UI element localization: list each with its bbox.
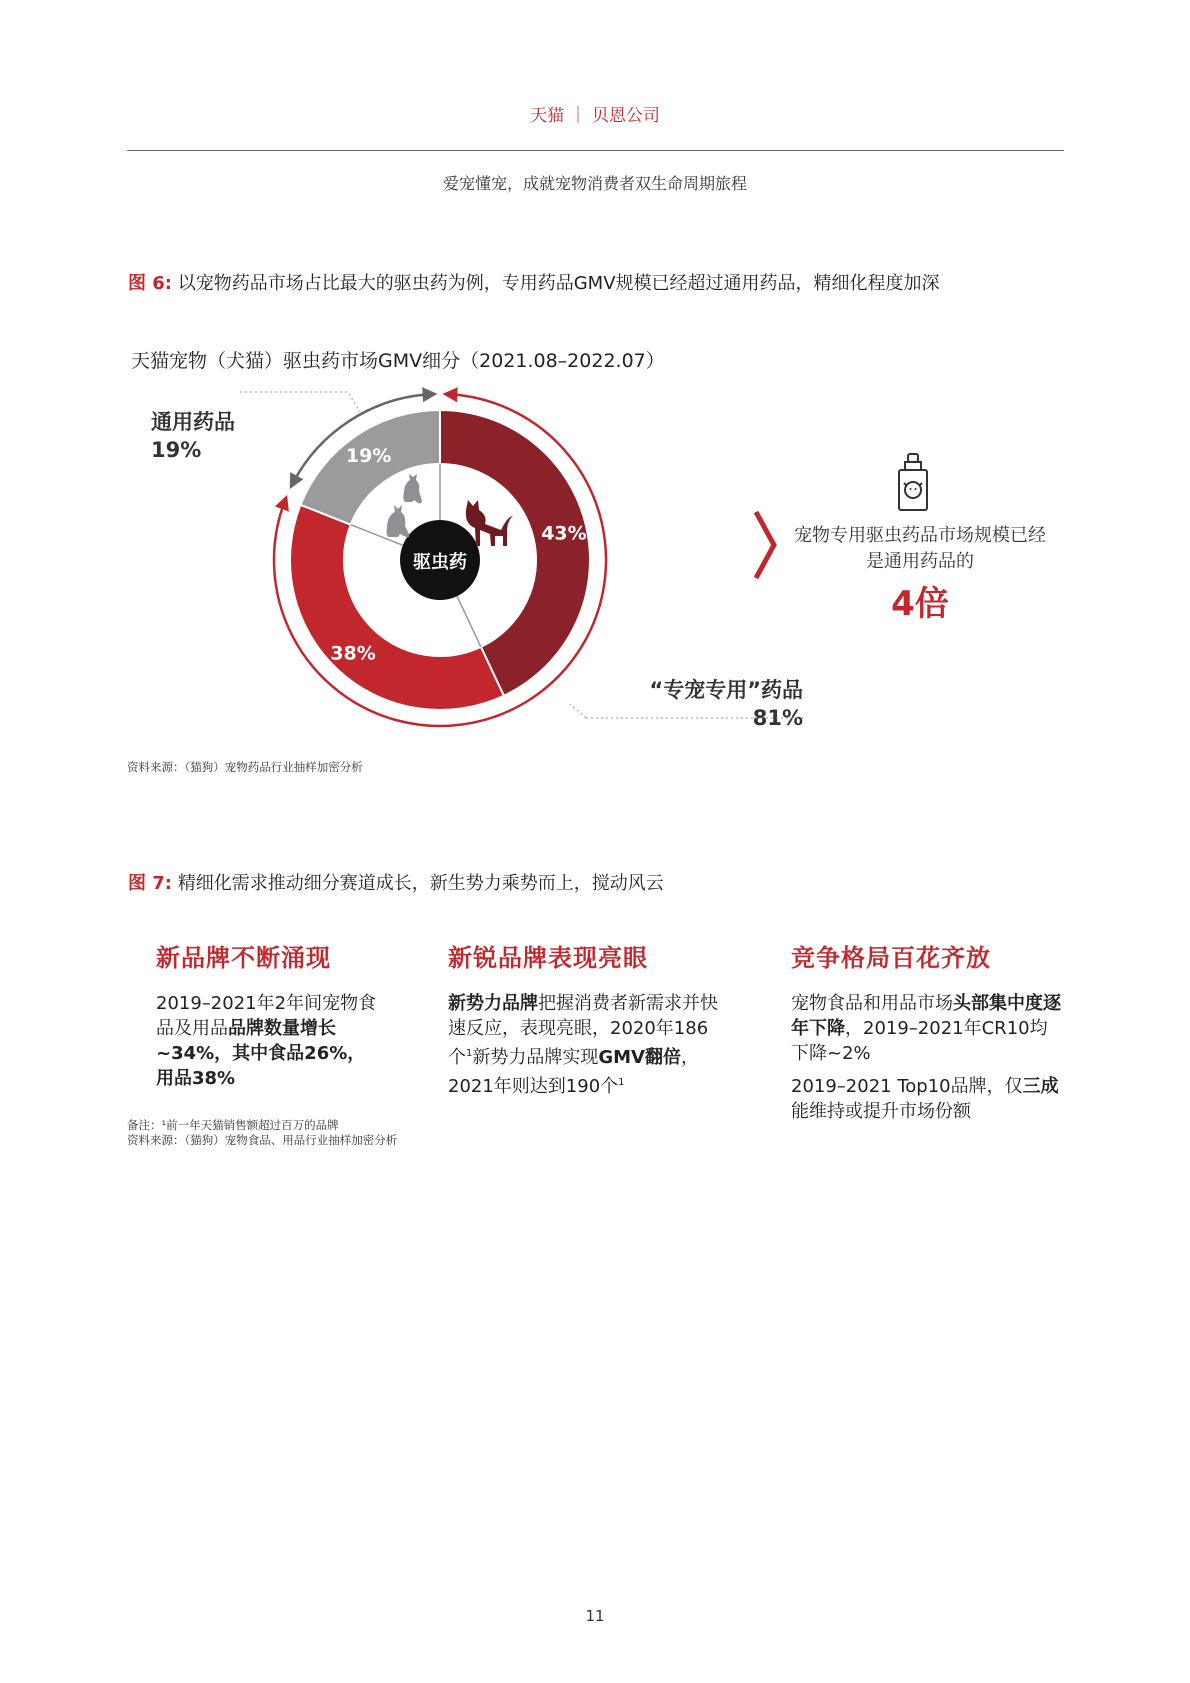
column-title: 新品牌不断涌现 bbox=[156, 944, 331, 972]
specialized-name: “专宠专用”药品 bbox=[649, 678, 803, 702]
figure7-caption-text: 精细化需求推动细分赛道成长，新生势力乘势而上，搅动风云 bbox=[177, 873, 664, 894]
page-number: 11 bbox=[585, 1607, 605, 1625]
figure6-source: 资料来源：（猫狗）宠物药品行业抽样加密分析 bbox=[127, 760, 363, 774]
report-subtitle: 爱宠懂宠，成就宠物消费者双生命周期旅程 bbox=[442, 174, 747, 193]
column-title: 竞争格局百花齐放 bbox=[791, 944, 991, 972]
column-competition bbox=[791, 938, 1061, 1132]
column-emerging-brands bbox=[448, 938, 720, 1107]
figure7-source: 资料来源：（猫狗）宠物食品、用品行业抽样加密分析 bbox=[127, 1133, 398, 1147]
figure7-notes bbox=[127, 1118, 397, 1148]
report-brand-title: 天猫 ｜ 贝恩公司 bbox=[530, 106, 660, 126]
chart-title: 天猫宠物（犬猫）驱虫药市场GMV细分（2021.08–2022.07） bbox=[131, 350, 665, 372]
medicine-bottle-icon bbox=[896, 452, 930, 514]
slice-label: 38% bbox=[330, 642, 376, 665]
figure7-note: 备注：¹前一年天猫销售额超过百万的品牌 bbox=[127, 1118, 339, 1132]
column-title: 新锐品牌表现亮眼 bbox=[448, 944, 648, 972]
specialized-leader-tail bbox=[570, 704, 586, 718]
callout-value: 4倍 bbox=[891, 584, 949, 624]
slice-label: 43% bbox=[541, 522, 587, 545]
specialized-pct: 81% bbox=[752, 706, 803, 730]
donut-center-label: 驱虫药 bbox=[413, 552, 467, 573]
figure7-caption bbox=[128, 869, 664, 895]
generic-leader-line bbox=[240, 392, 360, 412]
slice-label: 19% bbox=[345, 444, 392, 467]
generic-name: 通用药品 bbox=[151, 410, 235, 434]
column-new-brands bbox=[156, 938, 381, 1099]
callout-text: 宠物专用驱虫药品市场规模已经是通用药品的 bbox=[794, 525, 1046, 572]
column-text: 新势力品牌把握消费者新需求并快速反应，表现亮眼，2020年186个$^1$新势力品牌实现GMV翻倍，2021年则达到190个$^1$ bbox=[448, 993, 718, 1097]
column-text-2: 2019–2021 Top10品牌，仅三成能维持或提升市场份额 bbox=[791, 1076, 1059, 1122]
figure6-caption-text: 以宠物药品市场占比最大的驱虫药为例，专用药品GMV规模已经超过通用药品，精细化程度加深 bbox=[177, 273, 940, 294]
figure7-label: 图 7: bbox=[128, 873, 172, 894]
column-text: 2019–2021年2年间宠物食品及用品品牌数量增长~34%，其中食品26%，用品38% bbox=[156, 993, 377, 1089]
column-text: 宠物食品和用品市场头部集中度逐年下降，2019–2021年CR10均下降~2% bbox=[791, 993, 1061, 1064]
chevron-right-icon bbox=[752, 510, 778, 580]
generic-pct: 19% bbox=[151, 438, 202, 462]
figure6-label: 图 6: bbox=[128, 273, 172, 294]
